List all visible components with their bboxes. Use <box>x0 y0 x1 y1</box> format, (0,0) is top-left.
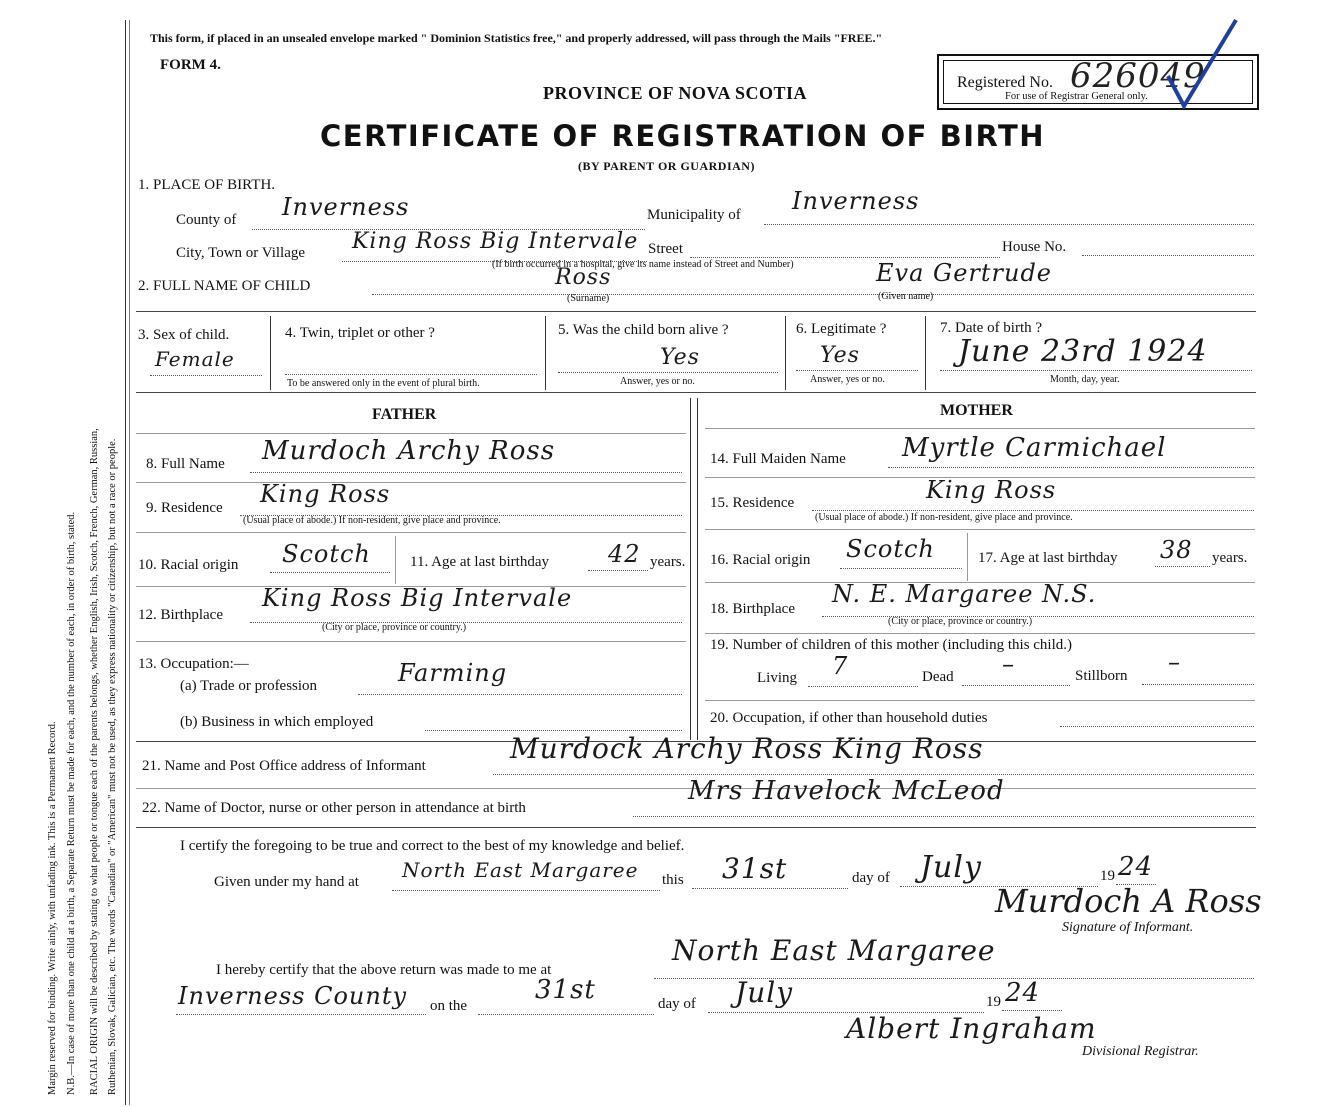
registrar-year-prefix: 19 <box>986 994 1001 1010</box>
twin-note: To be answered only in the event of plural birth. <box>287 378 480 389</box>
registrar-signature-label: Divisional Registrar. <box>1082 1044 1199 1059</box>
mother-racial-origin-value: Scotch <box>846 535 935 563</box>
doctor-value: Mrs Havelock McLeod <box>688 776 1005 806</box>
registrar-text: I hereby certify that the above return was made to me at <box>216 962 552 978</box>
registrar-day: 31st <box>535 975 596 1005</box>
mother-dead-label: Dead <box>922 669 954 685</box>
legitimate-label: 6. Legitimate ? <box>796 321 887 337</box>
registered-label: Registered No. <box>957 74 1053 91</box>
father-business-label: (b) Business in which employed <box>180 714 374 730</box>
date-of-birth-label: 7. Date of birth ? <box>940 320 1043 336</box>
given-name-label: (Given name) <box>878 291 934 302</box>
mother-stillborn-value: – <box>1168 648 1181 676</box>
father-age-label: 11. Age at last birthday <box>410 554 549 570</box>
sex-value: Female <box>155 347 235 371</box>
mother-age-value: 38 <box>1160 536 1193 564</box>
registrar-month: July <box>735 976 794 1009</box>
mother-birthplace-value: N. E. Margaree N.S. <box>832 580 1097 608</box>
date-of-birth-value: June 23rd 1924 <box>958 334 1208 369</box>
margin-note-binding: Margin reserved for binding. Write ainly, with unfading ink. This is a Permanent Record. <box>47 721 58 1095</box>
mail-notice: This form, if placed in an unsealed envelope marked " Dominion Statistics free," and properly addressed, will pass through the Mails "FREE." <box>150 31 883 45</box>
father-trade-label: (a) Trade or profession <box>180 678 318 694</box>
father-residence-value: King Ross <box>260 480 391 508</box>
mother-age-years: years. <box>1212 550 1248 566</box>
registrar-note: For use of Registrar General only. <box>1005 91 1148 102</box>
certify-year: 24 <box>1118 852 1154 882</box>
registrar-day-of-label: day of <box>658 996 696 1012</box>
father-age-years: years. <box>650 554 686 570</box>
certify-day: 31st <box>722 852 788 885</box>
check-mark-icon <box>1160 14 1240 109</box>
born-alive-value: Yes <box>660 345 700 370</box>
mother-stillborn-label: Stillborn <box>1075 668 1128 684</box>
margin-note-racial-origin-cont: Ruthenian, Slovak, Galician, etc. The words "Canadian" or "American" must not be used, as they express nationality or citizenship, but not a race or people. <box>107 438 118 1095</box>
doctor-label: 22. Name of Doctor, nurse or other person in attendance at birth <box>142 800 526 816</box>
house-number-label: House No. <box>1002 239 1067 255</box>
page-title: CERTIFICATE OF REGISTRATION OF BIRTH <box>320 119 1046 153</box>
registered-number: 626049 <box>1070 56 1206 96</box>
surname-label: (Surname) <box>567 293 610 304</box>
father-birthplace-label: 12. Birthplace <box>138 607 223 623</box>
mother-name-label: 14. Full Maiden Name <box>710 451 846 467</box>
mother-living-label: Living <box>757 670 797 686</box>
father-name-value: Murdoch Archy Ross <box>262 436 556 466</box>
certify-text: I certify the foregoing to be true and correct to the best of my knowledge and belief. <box>180 838 685 854</box>
province-title: PROVINCE OF NOVA SCOTIA <box>543 83 808 103</box>
born-alive-label: 5. Was the child born alive ? <box>558 322 729 338</box>
this-label: this <box>662 872 684 888</box>
father-racial-origin-value: Scotch <box>282 540 371 568</box>
mother-living-value: 7 <box>832 652 849 680</box>
registrar-year: 24 <box>1005 978 1041 1008</box>
mother-residence-note: (Usual place of abode.) If non-resident, give place and province. <box>815 512 1073 523</box>
city-label: City, Town or Village <box>176 245 306 261</box>
mother-residence-label: 15. Residence <box>710 495 795 511</box>
margin-note-racial-origin: RACIAL ORIGIN will be described by stating to what people or tongue each of the parents belongs, whether English, Irish, Scotch, French, German, Russian, <box>89 428 100 1095</box>
father-age-value: 42 <box>608 540 641 568</box>
mother-birthplace-label: 18. Birthplace <box>710 601 795 617</box>
registrar-place: North East Margaree <box>672 934 996 967</box>
registrar-county: Inverness County <box>178 982 408 1010</box>
informant-signature-label: Signature of Informant. <box>1062 920 1194 935</box>
father-residence-label: 9. Residence <box>146 500 223 516</box>
father-birthplace-value: King Ross Big Intervale <box>262 584 573 612</box>
father-occupation-label: 13. Occupation:— <box>138 656 249 672</box>
father-racial-origin-label: 10. Racial origin <box>138 557 239 573</box>
margin-rule <box>125 20 126 1105</box>
father-birthplace-note: (City or place, province or country.) <box>322 622 467 633</box>
father-heading: FATHER <box>372 406 437 423</box>
margin-note-multiple-births: N.B.—In case of more than one child at a birth, a Separate Return must be made for each, and the number of each, in order of birth, stated. <box>66 511 77 1095</box>
certify-day-of-label: day of <box>852 870 890 886</box>
place-of-birth-label: 1. PLACE OF BIRTH. <box>138 177 276 193</box>
informant-value: Murdock Archy Ross King Ross <box>510 732 984 765</box>
informant-label: 21. Name and Post Office address of Informant <box>142 758 426 774</box>
mother-occupation-label: 20. Occupation, if other than household duties <box>710 710 988 726</box>
informant-signature: Murdoch A Ross <box>995 882 1262 920</box>
mother-children-label: 19. Number of children of this mother (including this child.) <box>710 637 1073 653</box>
city-value: King Ross Big Intervale <box>352 229 639 254</box>
father-residence-note: (Usual place of abode.) If non-resident, give place and province. <box>243 515 501 526</box>
form-number: FORM 4. <box>160 57 221 73</box>
street-label: Street <box>648 241 683 257</box>
mother-residence-value: King Ross <box>926 476 1057 504</box>
margin-notes <box>0 0 135 1107</box>
child-given-name: Eva Gertrude <box>876 259 1053 287</box>
mother-dead-value: – <box>1002 650 1015 678</box>
municipality-label: Municipality of <box>647 207 741 223</box>
given-under-place: North East Margaree <box>402 858 639 882</box>
child-surname: Ross <box>555 265 612 290</box>
certify-month: July <box>920 850 982 885</box>
born-alive-note: Answer, yes or no. <box>620 376 695 387</box>
registrar-signature: Albert Ingraham <box>846 1012 1097 1045</box>
father-trade-value: Farming <box>398 659 508 687</box>
margin-rule-inner <box>129 20 130 1105</box>
date-of-birth-note: Month, day, year. <box>1050 374 1120 385</box>
father-name-label: 8. Full Name <box>146 456 225 472</box>
county-label: County of <box>176 212 237 228</box>
mother-heading: MOTHER <box>940 402 1013 419</box>
mother-birthplace-note: (City or place, province or country.) <box>888 616 1033 627</box>
mother-name-value: Myrtle Carmichael <box>902 433 1167 463</box>
legitimate-value: Yes <box>820 343 860 368</box>
full-name-child-label: 2. FULL NAME OF CHILD <box>138 278 311 294</box>
sex-label: 3. Sex of child. <box>138 327 230 343</box>
page-subtitle: (BY PARENT OR GUARDIAN) <box>578 159 755 173</box>
hospital-note: (If birth occurred in a hospital, give its name instead of Street and Number) <box>492 259 794 270</box>
legitimate-note: Answer, yes or no. <box>810 374 885 385</box>
mother-age-label: 17. Age at last birthday <box>978 550 1118 566</box>
mother-racial-origin-label: 16. Racial origin <box>710 552 811 568</box>
municipality-value: Inverness <box>792 187 920 215</box>
twin-label: 4. Twin, triplet or other ? <box>285 325 435 341</box>
county-value: Inverness <box>282 193 410 221</box>
given-under-label: Given under my hand at <box>214 874 359 890</box>
certify-year-prefix: 19 <box>1100 868 1115 884</box>
registrar-on-label: on the <box>430 998 468 1014</box>
